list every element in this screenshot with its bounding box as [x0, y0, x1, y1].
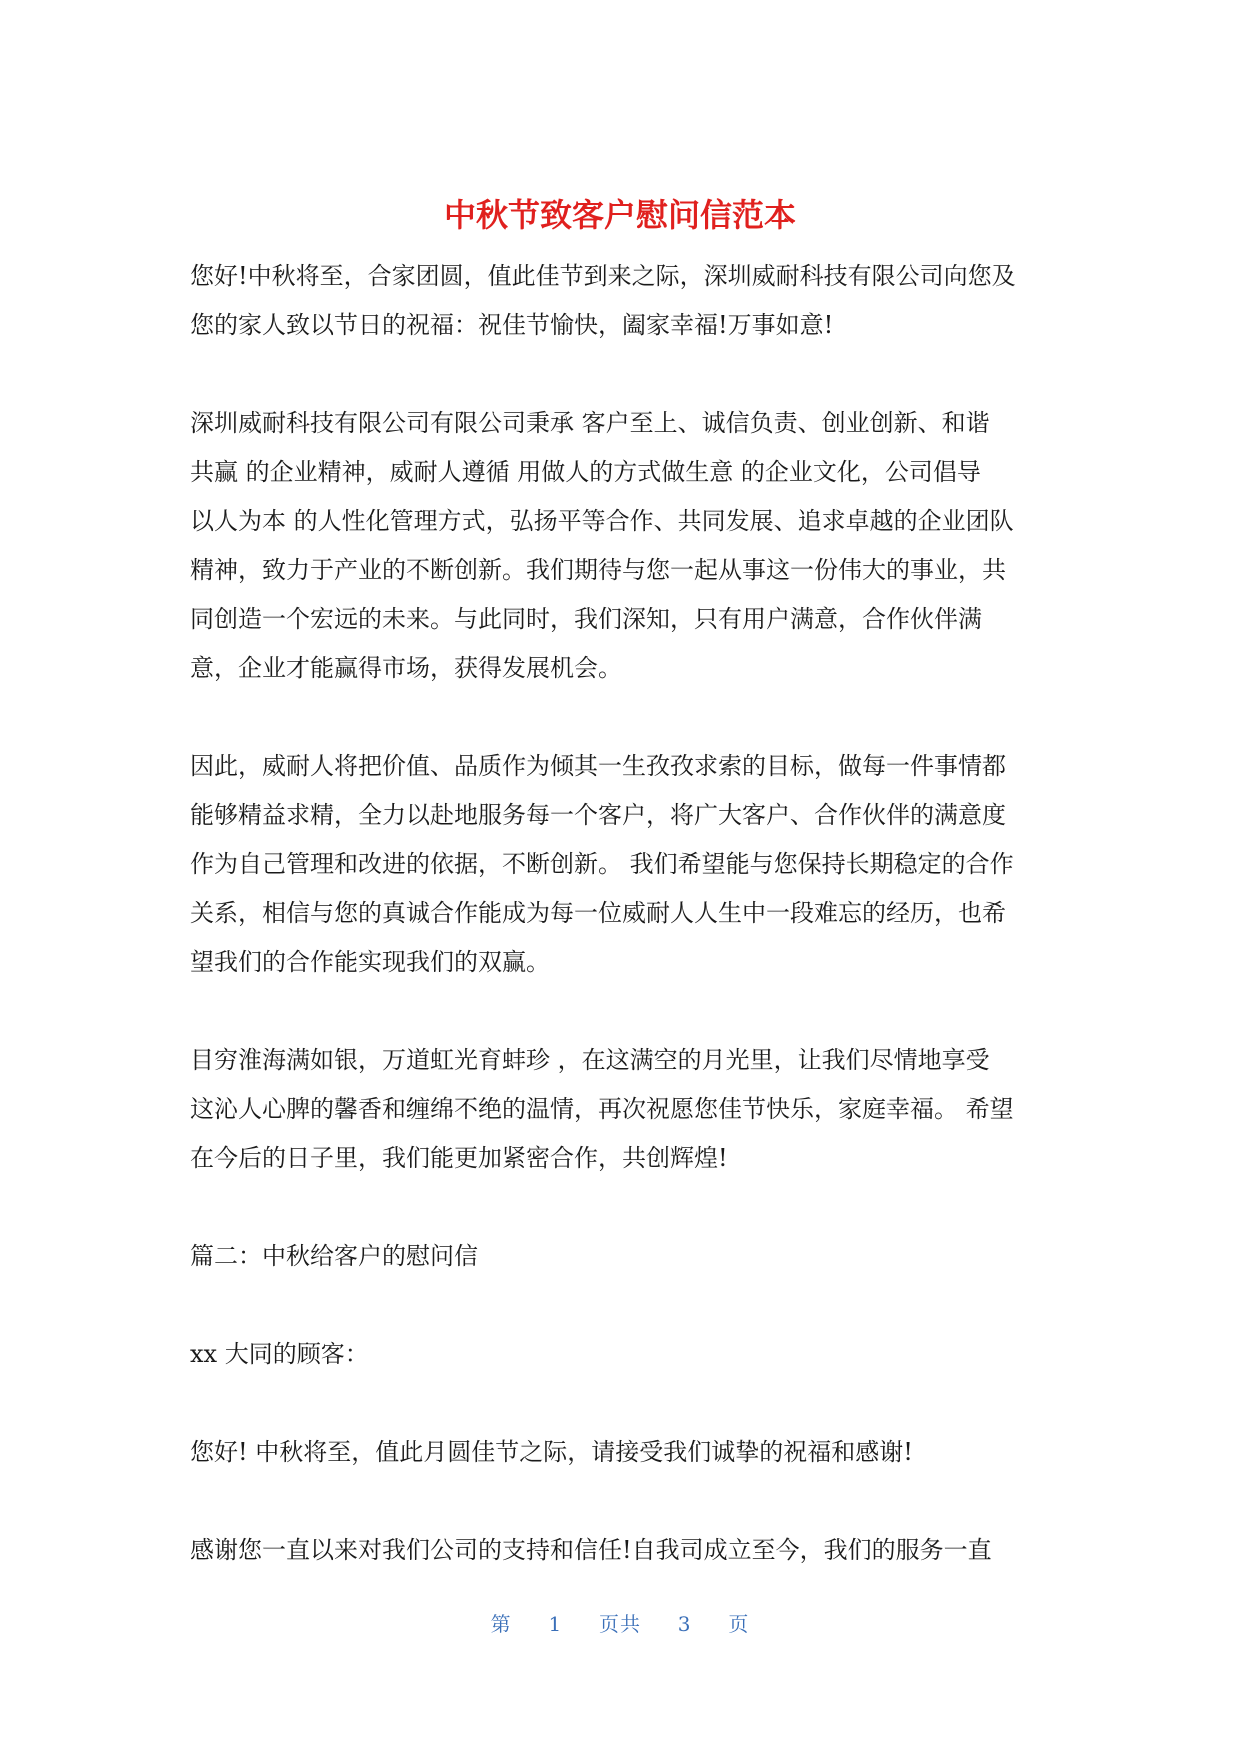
paragraph	[190, 1428, 1052, 1477]
text-line: 感谢您一直以来对我们公司的支持和信任!自我司成立至今，我们的服务一直	[190, 1536, 992, 1564]
text-line: 您好!中秋将至，合家团圆，值此佳节到来之际，深圳威耐科技有限公司向您及	[190, 262, 1016, 290]
paragraph	[190, 1526, 1052, 1575]
text-line: 望我们的合作能实现我们的双赢。	[190, 948, 550, 976]
text-line: 您的家人致以节日的祝福：祝佳节愉快，阖家幸福!万事如意!	[190, 311, 834, 339]
text-line: 篇二：中秋给客户的慰问信	[190, 1242, 478, 1270]
text-line: 深圳威耐科技有限公司有限公司秉承 客户至上、诚信负责、创业创新、和谐	[190, 409, 990, 437]
text-line: 因此，威耐人将把价值、品质作为倾其一生孜孜求索的目标，做每一件事情都	[190, 752, 1006, 780]
text-line: 共赢 的企业精神，威耐人遵循 用做人的方式做生意 的企业文化，公司倡导	[190, 458, 981, 486]
page-footer	[0, 1608, 1240, 1637]
text-line: 关系，相信与您的真诚合作能成为每一位威耐人人生中一段难忘的经历，也希	[190, 899, 1006, 927]
text-line: xx 大同的顾客：	[190, 1340, 369, 1368]
current-page-number: 1	[548, 1612, 563, 1636]
text-line: 意，企业才能赢得市场，获得发展机会。	[190, 654, 622, 682]
text-line: 同创造一个宏远的未来。与此同时，我们深知，只有用户满意，合作伙伴满	[190, 605, 982, 633]
document-title: 中秋节致客户慰问信范本	[443, 196, 796, 234]
paragraph	[190, 742, 1052, 987]
paragraph	[190, 1036, 1052, 1183]
text-line: 您好! 中秋将至，值此月圆佳节之际，请接受我们诚挚的祝福和感谢!	[190, 1438, 913, 1466]
text-line: 精神，致力于产业的不断创新。我们期待与您一起从事这一份伟大的事业，共	[190, 556, 1006, 584]
paragraph	[190, 399, 1052, 693]
text-line: 目穷淮海满如银，万道虹光育蚌珍 ，在这满空的月光里，让我们尽情地享受	[190, 1046, 990, 1074]
document-body	[190, 252, 1052, 1575]
text-line: 作为自己管理和改进的依据，不断创新。 我们希望能与您保持长期稳定的合作	[190, 850, 1014, 878]
text-line: 在今后的日子里，我们能更加紧密合作，共创辉煌!	[190, 1144, 728, 1172]
salutation	[190, 1330, 1052, 1379]
page-suffix: 页	[728, 1612, 750, 1636]
text-line: 能够精益求精，全力以赴地服务每一个客户，将广大客户、合作伙伴的满意度	[190, 801, 1006, 829]
text-line: 以人为本 的人性化管理方式，弘扬平等合作、共同发展、追求卓越的企业团队	[190, 507, 1014, 535]
page-middle: 页共	[599, 1612, 641, 1636]
section-heading	[190, 1232, 1052, 1281]
text-line: 这沁人心脾的馨香和缠绵不绝的温情，再次祝愿您佳节快乐，家庭幸福。 希望	[190, 1095, 1014, 1123]
page-prefix: 第	[490, 1612, 512, 1636]
paragraph	[190, 252, 1052, 350]
total-pages: 3	[677, 1612, 692, 1636]
